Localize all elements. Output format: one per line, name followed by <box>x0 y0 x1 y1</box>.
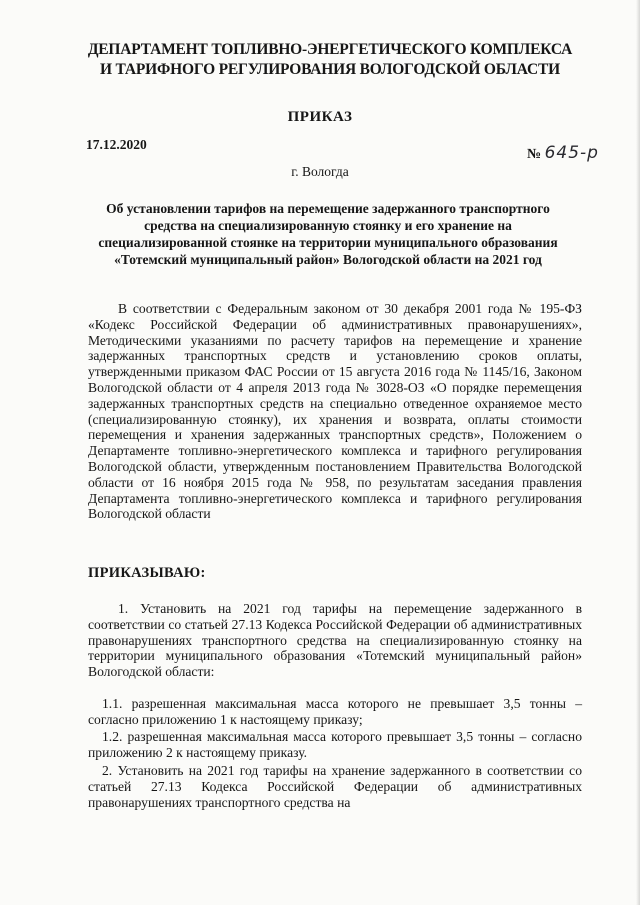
handwritten-order-number: 645-р <box>544 143 599 163</box>
department-heading <box>80 40 580 80</box>
clause-1-1: 1.1. разрешенная максимальная масса которого не превышает 3,5 тонны – согласно приложению 1 к настоящему приказу; <box>88 696 582 727</box>
order-number <box>527 143 599 163</box>
document-type-title: ПРИКАЗ <box>287 109 353 125</box>
department-line-1: ДЕПАРТАМЕНТ ТОПЛИВНО-ЭНЕРГЕТИЧЕСКОГО КОМПЛЕКСА <box>87 41 573 58</box>
order-date: 17.12.2020 <box>86 137 147 152</box>
clause-1-2: 1.2. разрешенная максимальная масса которого превышает 3,5 тонны – согласно приложению 2 к настоящему приказу. <box>88 729 582 760</box>
city-name: г. Вологда <box>291 164 349 179</box>
department-line-2: И ТАРИФНОГО РЕГУЛИРОВАНИЯ ВОЛОГОДСКОЙ ОБЛАСТИ <box>100 61 560 78</box>
number-sign: № <box>527 147 542 162</box>
decree-word: ПРИКАЗЫВАЮ: <box>88 565 206 581</box>
order-subject: Об установлении тарифов на перемещение задержанного транспортного средства на специализированную стоянку и его хранение на специализированной стоянке на территории муниципального образования «Тотемский муниципальный район» Вологодской области на 2021 год <box>98 201 558 267</box>
preamble-paragraph: В соответствии с Федеральным законом от 30 декабря 2001 года № 195-ФЗ «Кодекс Российской Федерации об административных правонарушениях», Методическими указаниями по расчету тарифов на перемещение и хранение задержанных транспортных средств и установлению сроков оплаты, утвержденными приказом ФАС России от 15 августа 2016 года № 1145/16, Законом Вологодской области от 4 апреля 2013 года № 3028-ОЗ «О порядке перемещения задержанных транспортных средств на специально отведенное охраняемое место (специализированную стоянку), их хранения и возврата, оплаты стоимости перемещения и хранения задержанных транспортных средств», Положением о Департаменте топливно-энергетического комплекса и тарифного регулирования Вологодской области, утвержденным постановлением Правительства Вологодской области от 16 ноября 2015 года № 958, по результатам заседания правления Департамента топливно-энергетического комплекса и тарифного регулирования Вологодской области <box>88 301 582 522</box>
clause-2: 2. Установить на 2021 год тарифы на хранение задержанного в соответствии со статьей 27.13 Кодекса Российской Федерации об административных правонарушениях транспортного средства на <box>88 763 582 810</box>
clause-1: 1. Установить на 2021 год тарифы на перемещение задержанного в соответствии со статьей 27.13 Кодекса Российской Федерации об административных правонарушениях транспортного средства на специализированную стоянку на территории муниципального образования «Тотемский муниципальный район» Вологодской области: <box>88 601 582 680</box>
scan-edge-shadow <box>636 0 640 905</box>
